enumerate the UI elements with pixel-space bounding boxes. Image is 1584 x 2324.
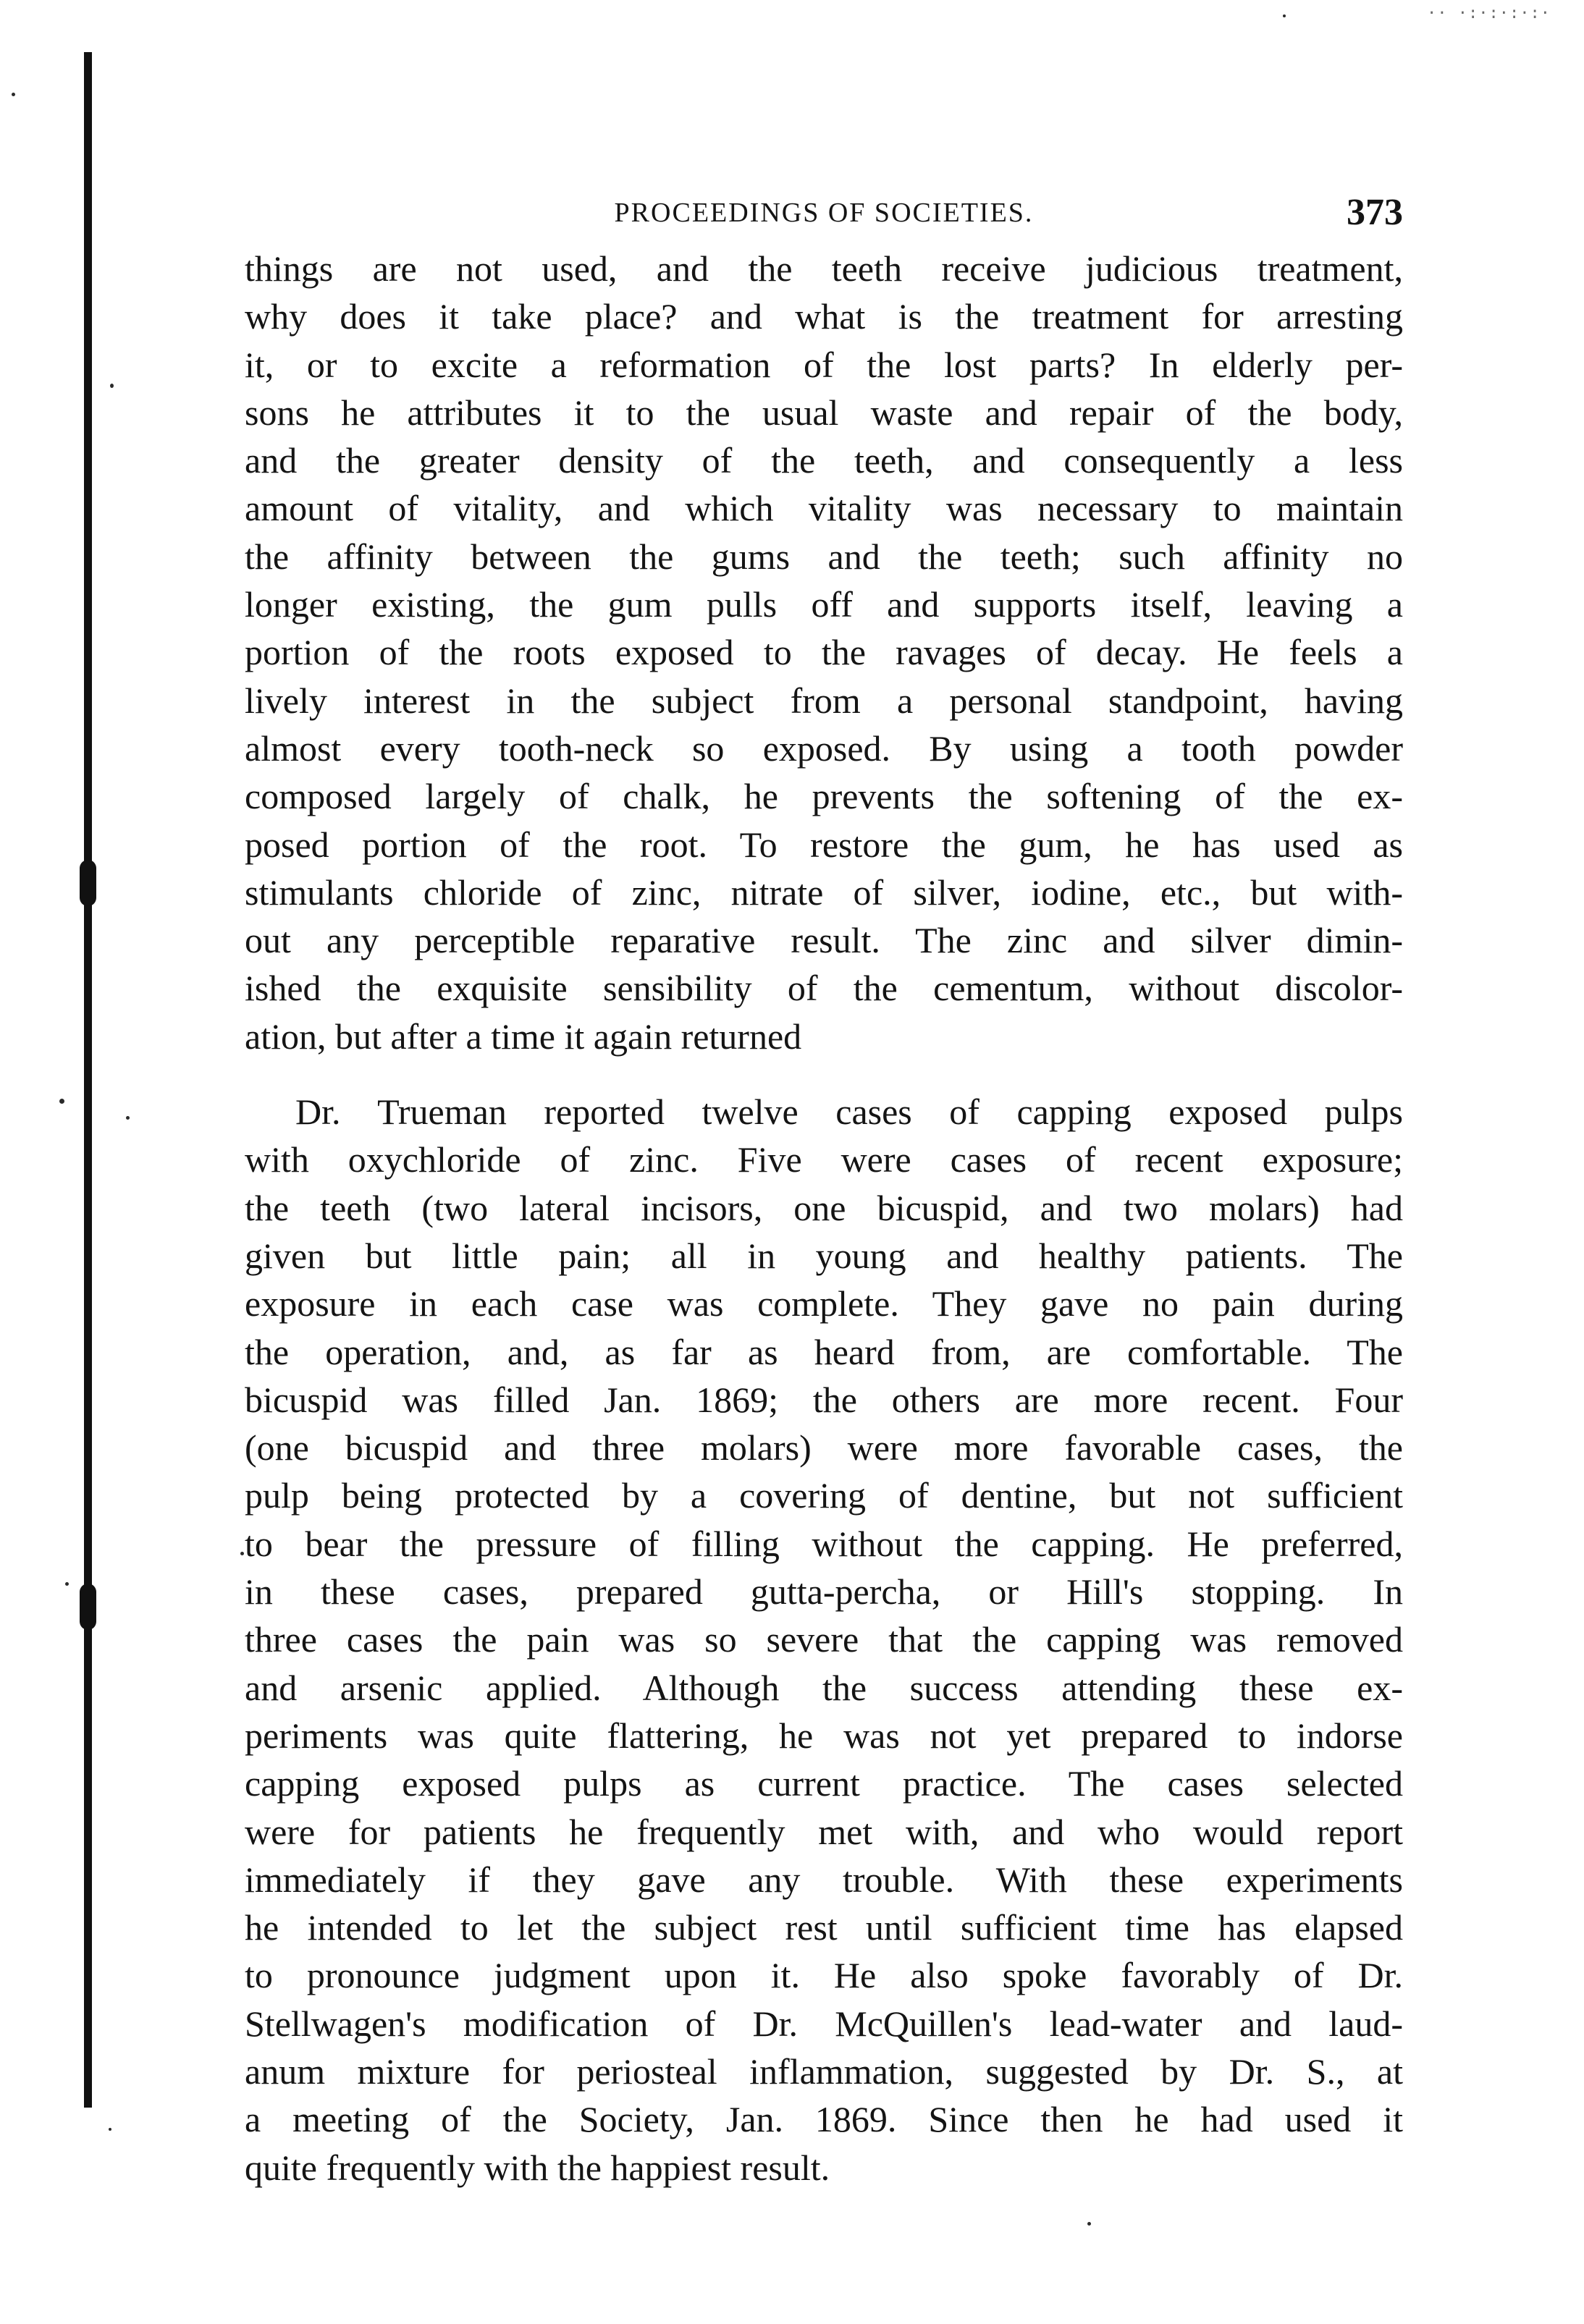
text-line: posed portion of the root. To restore the gum, he has used as: [245, 824, 1403, 865]
scan-speck: [240, 1552, 244, 1555]
text-line: ished the exquisite sensibility of the cementum, without discolor-: [245, 968, 1403, 1009]
scan-speck: [1283, 14, 1286, 17]
text-line: the operation, and, as far as heard from, are comfortable. The: [245, 1331, 1403, 1372]
text-line: given but little pain; all in young and healthy patients. The: [245, 1235, 1403, 1276]
text-line: to pronounce judgment upon it. He also spoke favorably of Dr.: [245, 1955, 1403, 1996]
text-line: pulp being protected by a covering of dentine, but not sufficient: [245, 1475, 1403, 1516]
text-line: portion of the roots exposed to the ravages of decay. He feels a: [245, 632, 1403, 673]
text-line: three cases the pain was so severe that the capping was removed: [245, 1619, 1403, 1660]
text-line: to bear the pressure of filling without the capping. He preferred,: [245, 1523, 1403, 1564]
text-line: (one bicuspid and three molars) were more favorable cases, the: [245, 1427, 1403, 1469]
text-line: ation, but after a time it again returned: [245, 1015, 802, 1057]
text-line: and the greater density of the teeth, and consequently a less: [245, 440, 1403, 481]
binding-mark: [80, 1584, 96, 1630]
text-line: and arsenic applied. Although the success attending these ex-: [245, 1667, 1403, 1708]
scan-speck: [126, 1116, 130, 1120]
running-head: PROCEEDINGS OF SOCIETIES.: [614, 198, 1034, 228]
text-line: with oxychloride of zinc. Five were cases of recent exposure;: [245, 1139, 1403, 1180]
text-line: lively interest in the subject from a personal standpoint, having: [245, 680, 1403, 721]
text-line: almost every tooth-neck so exposed. By using a tooth powder: [245, 727, 1403, 769]
text-line: bicuspid was filled Jan. 1869; the others are more recent. Four: [245, 1379, 1403, 1420]
text-line: stimulants chloride of zinc, nitrate of silver, iodine, etc., but with-: [245, 871, 1403, 913]
scan-speck: [109, 2128, 111, 2131]
text-line: were for patients he frequently met with, and who would report: [245, 1811, 1403, 1852]
scan-speck: [12, 93, 15, 96]
text-line: capping exposed pulps as current practice. The cases selected: [245, 1763, 1403, 1804]
binding-mark: [80, 860, 96, 906]
scan-speck: [59, 1099, 64, 1104]
text-line: sons he attributes it to the usual waste and repair of the body,: [245, 392, 1403, 433]
text-line: it, or to excite a reformation of the lost parts? In elderly per-: [245, 344, 1403, 385]
text-line: out any perceptible reparative result. The zinc and silver dimin-: [245, 920, 1403, 961]
text-line: the affinity between the gums and the teeth; such affinity no: [245, 536, 1403, 577]
text-line: composed largely of chalk, he prevents the softening of the ex-: [245, 776, 1403, 817]
text-line: why does it take place? and what is the treatment for arresting: [245, 296, 1403, 337]
text-line: amount of vitality, and which vitality was necessary to maintain: [245, 488, 1403, 529]
scan-speck: [110, 384, 114, 388]
scan-speck: [65, 1582, 69, 1586]
text-line: he intended to let the subject rest until sufficient time has elapsed: [245, 1907, 1403, 1948]
text-line: things are not used, and the teeth receive judicious treatment,: [245, 248, 1403, 289]
scan-speck: [1087, 2222, 1091, 2226]
text-line: quite frequently with the happiest result.: [245, 2147, 830, 2188]
text-line: immediately if they gave any trouble. With these experiments: [245, 1859, 1403, 1900]
text-line: the teeth (two lateral incisors, one bicuspid, and two molars) had: [245, 1187, 1403, 1228]
scan-noise-mark: ·· ·:·:·:·:·: [1427, 4, 1551, 22]
text-line: a meeting of the Society, Jan. 1869. Since then he had used it: [245, 2099, 1403, 2140]
text-line: exposure in each case was complete. They gave no pain during: [245, 1283, 1403, 1324]
paragraph: [245, 245, 1403, 1060]
page-number: 373: [1347, 192, 1403, 233]
text-line: in these cases, prepared gutta-percha, or Hill's stopping. In: [245, 1571, 1403, 1613]
text-line: Stellwagen's modification of Dr. McQuillen's lead-water and laud-: [245, 2003, 1403, 2044]
text-line: longer existing, the gum pulls off and supports itself, leaving a: [245, 584, 1403, 625]
page-header: [245, 190, 1403, 236]
paragraph: [245, 1088, 1403, 2192]
body-text: [245, 245, 1403, 2192]
text-line: periments was quite flattering, he was not yet prepared to indorse: [245, 1715, 1403, 1756]
text-line: Dr. Trueman reported twelve cases of capping exposed pulps: [295, 1091, 1403, 1133]
text-line: anum mixture for periosteal inflammation, suggested by Dr. S., at: [245, 2050, 1403, 2092]
binding-rule: [84, 52, 92, 2108]
